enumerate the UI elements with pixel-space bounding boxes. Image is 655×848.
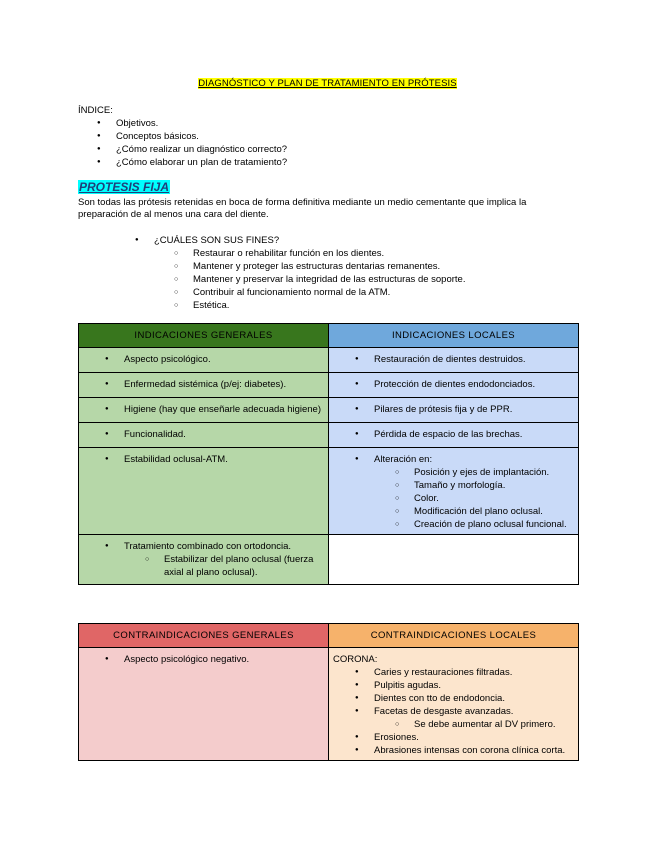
- aims-list: [193, 247, 465, 312]
- local-contraindication: ● Abrasiones intensas con corona clínica corta.: [374, 744, 578, 757]
- aim-item: ○ Mantener y preservar la integridad de las estructuras de soporte.: [193, 273, 465, 286]
- ortho-sub-line2: axial al plano oclusal).: [164, 567, 258, 578]
- table-row: [79, 373, 579, 398]
- aim-item: ○ Restaurar o rehabilitar función en los dientes.: [193, 247, 465, 260]
- table-row: [79, 648, 579, 761]
- corona-label: CORONA:: [333, 654, 378, 665]
- empty-cell: [329, 535, 579, 585]
- header-local-indications: INDICACIONES LOCALES: [329, 324, 579, 348]
- aims-question-list: [154, 234, 279, 247]
- header-general-contraindications: CONTRAINDICACIONES GENERALES: [79, 624, 329, 648]
- aim-item: ○ Mantener y proteger las estructuras dentarias remanentes.: [193, 260, 465, 273]
- contraindications-table: [78, 623, 579, 761]
- local-indication: ● Restauración de dientes destruidos.: [374, 353, 578, 366]
- index-item: ● ¿Cómo elaborar un plan de tratamiento?: [116, 156, 287, 169]
- general-indication: ● Estabilidad oclusal-ATM.: [124, 453, 328, 466]
- table-row: [79, 398, 579, 423]
- section-heading: PROTESIS FIJA: [79, 180, 170, 194]
- local-contraindication: ● Caries y restauraciones filtradas.: [374, 666, 578, 679]
- table-row: [79, 535, 579, 585]
- local-indication: ● Pilares de prótesis fija y de PPR.: [374, 403, 578, 416]
- alteration-item: ○ Color.: [414, 492, 578, 505]
- table-row: [79, 448, 579, 535]
- general-indication: ● Enfermedad sistémica (p/ej: diabetes).: [124, 378, 328, 391]
- indications-table: [78, 323, 579, 585]
- index-list: [116, 117, 287, 169]
- section-paragraph-line1: Son todas las prótesis retenidas en boca de forma definitiva mediante un medio cementante que implica la: [78, 197, 527, 208]
- header-local-contraindications: CONTRAINDICACIONES LOCALES: [329, 624, 579, 648]
- index-item: ● Conceptos básicos.: [116, 130, 287, 143]
- section-paragraph-line2: preparación de al menos una cara del diente.: [78, 209, 269, 220]
- document-title-text: DIAGNÓSTICO Y PLAN DE TRATAMIENTO EN PRÓTESIS: [198, 78, 457, 89]
- local-contraindication: ● Dientes con tto de endodoncia.: [374, 692, 578, 705]
- table-row: [79, 348, 579, 373]
- index-item: ● ¿Cómo realizar un diagnóstico correcto?: [116, 143, 287, 156]
- general-indication: ● Aspecto psicológico.: [124, 353, 328, 366]
- local-contraindication: ● Pulpitis agudas.: [374, 679, 578, 692]
- alteration-item: ○ Creación de plano oclusal funcional.: [414, 518, 578, 531]
- general-contraindication: ● Aspecto psicológico negativo.: [124, 653, 328, 666]
- local-indication: ● Protección de dientes endodonciados.: [374, 378, 578, 391]
- alteration-sublist: [329, 466, 578, 531]
- aims-question: ● ¿CUÁLES SON SUS FINES?: [154, 234, 279, 247]
- alteration-item: ○ Tamaño y morfología.: [414, 479, 578, 492]
- local-contraindication: ● Erosiones.: [374, 731, 578, 744]
- aim-item: ○ Estética.: [193, 299, 465, 312]
- general-indication: ● Tratamiento combinado con ortodoncia.: [124, 540, 328, 553]
- alteration-item: ○ Modificación del plano oclusal.: [414, 505, 578, 518]
- local-indication: ● Alteración en:: [374, 453, 578, 466]
- local-contraindication: ● Facetas de desgaste avanzadas.: [374, 705, 578, 718]
- local-contraindication-sub: ○ Se debe aumentar al DV primero.: [414, 718, 578, 731]
- document-title: [0, 77, 655, 90]
- aim-item: ○ Contribuir al funcionamiento normal de la ATM.: [193, 286, 465, 299]
- ortho-sub-item: [164, 553, 328, 579]
- header-general-indications: INDICACIONES GENERALES: [79, 324, 329, 348]
- alteration-item: ○ Posición y ejes de implantación.: [414, 466, 578, 479]
- ortho-sub-line1: Estabilizar del plano oclusal (fuerza: [164, 554, 314, 565]
- index-label: ÍNDICE:: [78, 105, 113, 116]
- general-indication: ● Higiene (hay que enseñarle adecuada higiene): [124, 403, 328, 416]
- general-indication: ● Funcionalidad.: [124, 428, 328, 441]
- table-row: [79, 423, 579, 448]
- local-indication: ● Pérdida de espacio de las brechas.: [374, 428, 578, 441]
- index-item: ● Objetivos.: [116, 117, 287, 130]
